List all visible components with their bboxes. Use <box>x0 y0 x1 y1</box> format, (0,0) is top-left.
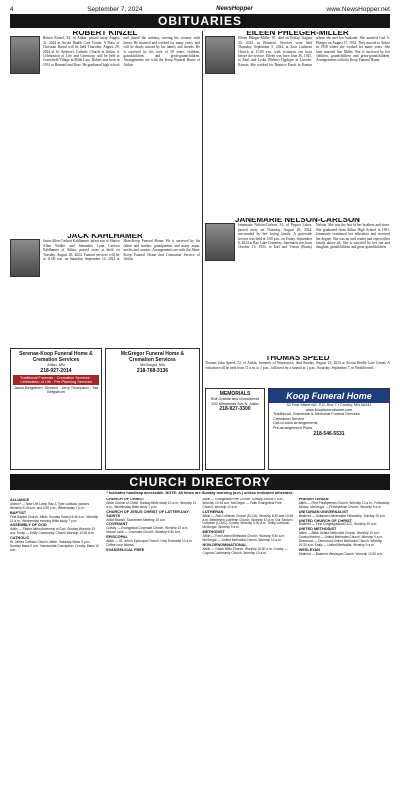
ad-title: MEMORIALS <box>219 391 251 397</box>
church-denomination-heading: LUTHERAN <box>202 509 224 514</box>
ad-city: Aitkin, MN <box>47 363 65 367</box>
church-denomination-heading: ASSEMBLY OF GOD <box>10 523 47 528</box>
ad-address: 220 Minnesota Ave N, Aitkin <box>211 401 259 406</box>
church-listing-text: Brainerd — Unitarian Universalist Fellowship. Sunday 10 a.m. <box>298 513 386 518</box>
portrait-photo <box>10 239 40 277</box>
ad-address: 32 First Street NE, P.O. Box 7 • Crosby, MN 56441 <box>286 403 372 407</box>
serenity-funeral-ad <box>10 348 102 470</box>
ad-service-item: Traditional, Graveside & Memorial Funeral Services <box>273 412 360 417</box>
ad-service-item: Out-of-town Arrangements <box>273 421 318 426</box>
church-denomination-heading: UNITED CHURCH OF CHRIST <box>298 518 352 523</box>
church-denomination-heading: COVENANT <box>106 522 128 527</box>
church-denomination-heading: METHODIST <box>202 530 225 535</box>
page-number: 4 <box>10 5 14 13</box>
obituary-janemarie-nelson-carlson <box>205 218 390 353</box>
ad-phone: 218-546-5531 <box>313 430 345 437</box>
ad-title: Serenae-Koop Funeral Home & Cremation Services <box>19 351 93 363</box>
obituary-eileen-phleger-miller <box>205 31 390 216</box>
obituary-text: Jason Allen Carlson Kahlhamer, infant son of Shawn Allen Walker and Samantha Lynn Carlson Kahlhamer of Aitkin, passed away at birth on Tuesday, August 20, 2024. Funeral services will be at 11:00 a.m. on Saturday, September 14, 2024 at Shan-Koop Funeral Home. He is survived by his father and mother, grandparents and many aunts, uncles and cousins. Arrangements are with the Shan-Koop Funeral Home and Cremation Service of Aitkin. <box>43 239 200 262</box>
ad-city: McGregor, MN <box>140 363 165 367</box>
church-listing-text: Aldrich* — New Life Lamp Ray & Tyler Ladislav, pastors. Worship 9:15 a.m. and 6:30 p.m.; Wednesday 7 p.m. <box>10 501 90 510</box>
church-denomination-heading: UNITARIAN UNIVERSALIST <box>298 509 349 514</box>
church-denomination-heading: CHURCH OF JESUS CHRIST OF LATTER-DAY SAINTS <box>106 509 189 518</box>
ad-service-item: Pre-arrangement Plans <box>273 425 313 430</box>
ad-services: Traditional Funerals · Cremation Services · Celebration of Life · Pre-Planning Services <box>13 375 99 385</box>
site-url: www.NewsHopper.net <box>326 5 390 13</box>
church-directory-listing <box>10 498 390 788</box>
ad-website: www.koopfuneralhome.com <box>305 407 353 412</box>
memorials-ad <box>205 388 265 470</box>
church-denomination-heading: CHURCH OF CHRIST <box>106 498 145 501</box>
obituaries-banner: OBITUARIES <box>10 14 390 28</box>
obituary-robert-kinzel <box>10 31 200 231</box>
church-denomination-heading: ALLIANCE <box>10 498 30 502</box>
page-header <box>10 4 390 14</box>
church-denomination-heading: WESLEYAN <box>298 547 320 552</box>
church-denomination-heading: PRESBYTERIAN <box>298 498 329 501</box>
obituary-name: JACK KAHLHAMER <box>67 234 143 240</box>
church-listing-text: Aitkin — First Presbyterian Church. Worship 10 a.m.; Fellowship follows. McGregor — Presbyterian Church. Worship 9 a.m. <box>298 500 390 509</box>
portrait-photo <box>10 36 40 74</box>
masthead: NewsHopper <box>216 6 253 12</box>
obituary-name: ROBERT KINZEL <box>72 31 138 37</box>
church-denomination-heading: EVANGELICAL FREE <box>106 547 145 552</box>
obituary-thomas-speed <box>205 356 390 384</box>
ad-title: Koop Funeral Home <box>269 389 389 403</box>
church-denomination-heading: BAPTIST <box>10 510 27 515</box>
church-listing-text: Aitkin — Aitkin United Methodist Church. Worship 10 a.m. Crosby/Ironton — United Methodist Church. Worship 9 a.m. Deerwood — Deerwood United Methodist Church. Worship 10:30 a.m. Emily — United Methodist. Worship 9 a.m. <box>298 531 383 547</box>
obituary-jack-kahlhamer <box>10 234 200 344</box>
mcgregor-funeral-ad <box>105 348 200 470</box>
obituary-text: Thomas John Speed, 72, of Aitkin, formerly of Wauwatosa, died Sunday, August 25, 2024 at Aicota Health Care Center. A visitation will be held from 11 a.m. to 1 p.m., followed by a funeral at 1 p.m., Saturday, September 7, in Wealthwood. <box>205 361 390 370</box>
obituary-text: Janemarie Nelson-Carlson, 91, of Pequot Lakes, passed away on Thursday, August 29, 2024, surrounded by her loving family. A graveside service was held at 1:00 p.m. on Friday, September 6, 2024 at Bay Lake Cemetery. Janemarie was born October 13, 1933, to Earl and Vivian (Bruns) Nelson. She was the last of her brothers and sister. She graduated from Aitkin High School in 1951. Janemarie continued her education and received her degree. She was an avid reader and enjoyed her family above all. She is survived by her son and daughter, grandchildren and great-grandchildren. <box>238 223 390 250</box>
church-directory-legend: * Indicates handicap accessible. NOTE: All times are Sunday morning (a.m.) unless indicated otherwise. <box>106 491 294 495</box>
church-listing-text: St. James Catholic Church, Aitkin. Saturday Mass 5 p.m.; Sunday Mass 9 a.m. Immaculate Conception, Crosby. Mass 10 a.m. <box>10 540 99 552</box>
church-listing-text: Aitkin — Pastor Aitkin Assembly of God. Sunday Worship 10 a.m. Emily — Emily Community Church Worship 10:30 a.m. <box>10 527 95 536</box>
church-listing-text: First Baptist Church, Aitkin. Sunday School 9:45 a.m.; Worship 11 a.m.; Wednesday evening Bible study 7 p.m. <box>10 514 99 523</box>
ad-title: McGregor Funeral Home & Cremation Services <box>120 351 185 363</box>
portrait-photo <box>205 36 235 74</box>
church-denomination-heading: UNITED METHODIST <box>298 527 337 532</box>
obituary-text: Eileen Phleger-Miller, 97, died on Friday, August 30, 2024, in Brainerd. Services were held Thursday, September 5, 2024, at Zion Lutheran Church at 11:00 a.m. with visitation one hour before the service. Eileen was born June 26, 1925, to Emil and Lydia (Weber) Oppliger in Lincoln, Kansas. She worked for Beatrice Foods in Kansas where she met her husband. She married Carl A. Phleger on August 17, 1952. They moved to Aitkin in 1958 where she worked for many years. She later married Jim Miller. She is survived by her children, grandchildren and great-grandchildren. Arrangements with the Koop Funeral Home. <box>238 36 390 67</box>
church-denomination-heading: EPISCOPAL <box>106 535 128 540</box>
church-denomination-heading: CATHOLIC <box>10 536 30 541</box>
obituary-name: EILEEN PHLEGER-MILLER <box>246 31 349 37</box>
church-listing-text: Aitkin Church of Christ. Sunday Bible study 10 a.m.; Worship 11 a.m.; Wednesday Bible study 7 p.m. <box>106 500 197 509</box>
obituary-name: JANEMARIE NELSON-CARLSON <box>235 218 360 224</box>
ad-phone: 218-927-2014 <box>40 367 72 374</box>
church-listing-text: Aitkin — St. John's Episcopal Church. Holy Eucharist 10 a.m. Coffee hour follows. <box>106 539 193 547</box>
obituary-text: Robert Kinzel, 92, of Aitkin, passed away August 31, 2024 at Aicota Health Care Center. A Mass of Christian Burial will be held Thursday, August 29, 2024 at St. Andrew's Catholic Church in Aitkin. A Celebration of Life and Ceremony will be held at Greenfield Village in Mille Lacs. Robert was born in 1931 to Bernard and Rose. He graduated high school and joined the military, serving his country with honor. He married and worked for many years, and will be dearly missed by his family and friends. He is survived by his wife of 58 years, children, grandchildren, and great-grandchildren. Arrangements are with the Koop Funeral Home of Aitkin. <box>43 36 200 67</box>
church-listing-text: Aitkin — Grace Bible Church. Worship 10:30 a.m. Crosby — Cuyuna Community Church. Worship 10 a.m. <box>202 546 288 555</box>
ad-service-item: Cremation Service <box>273 416 305 421</box>
page-date: September 7, 2024 <box>87 5 143 13</box>
church-directory-banner: CHURCH DIRECTORY <box>10 474 390 490</box>
church-listing-text: Brainerd — First Congregational UCC. Worship 10 a.m. <box>298 522 378 527</box>
church-listing-text: Crosby — Evangelical Covenant Church. Worship 10 a.m. Moose Lake — Covenant Church. Worship 9:30 a.m. <box>106 526 189 535</box>
ad-phone: 218-768-3136 <box>136 367 169 374</box>
church-listing-text: Aitkin — Zion Lutheran Church (ELCA). Worship 8:30 and 10:45 a.m. Bethlehem Lutheran Church. Worship 10 a.m. Our Savior's Lutheran (LCMC), Crosby. Worship 9:30 a.m. Trinity Lutheran, McGregor. Worship 9 a.m. <box>202 513 293 530</box>
church-listing-text: Aitkin Branch. Sacrament Meeting 10 a.m. <box>106 517 166 522</box>
ad-directors: Jason Bergstrom, Director · Jerry Thompson · Tad Bergstrom <box>13 385 99 395</box>
ad-phone: 218-927-3300 <box>219 406 251 413</box>
portrait-photo <box>205 223 235 261</box>
church-denomination-heading: NON-DENOMINATIONAL <box>202 542 247 547</box>
ad-subtitle: Rolf Granite and Monuments <box>210 397 260 401</box>
church-listing-text: Brainerd — Brainerd Wesleyan Church. Worship 10:30 a.m. <box>298 551 384 556</box>
koop-funeral-ad <box>268 388 390 470</box>
church-listing-text: Aitkin — First United Methodist Church. Worship 9:30 a.m. McGregor — United Methodist Church. Worship 10 a.m. <box>202 534 285 543</box>
church-listing-text: Aitkin — Evangelical Free Church. Sunday School 9 a.m.; Worship 10:15 a.m. McGregor — Faith Evangelical Free Church. Worship 10 a.m. <box>202 498 284 509</box>
obituary-name: THOMAS SPEED <box>265 356 330 362</box>
